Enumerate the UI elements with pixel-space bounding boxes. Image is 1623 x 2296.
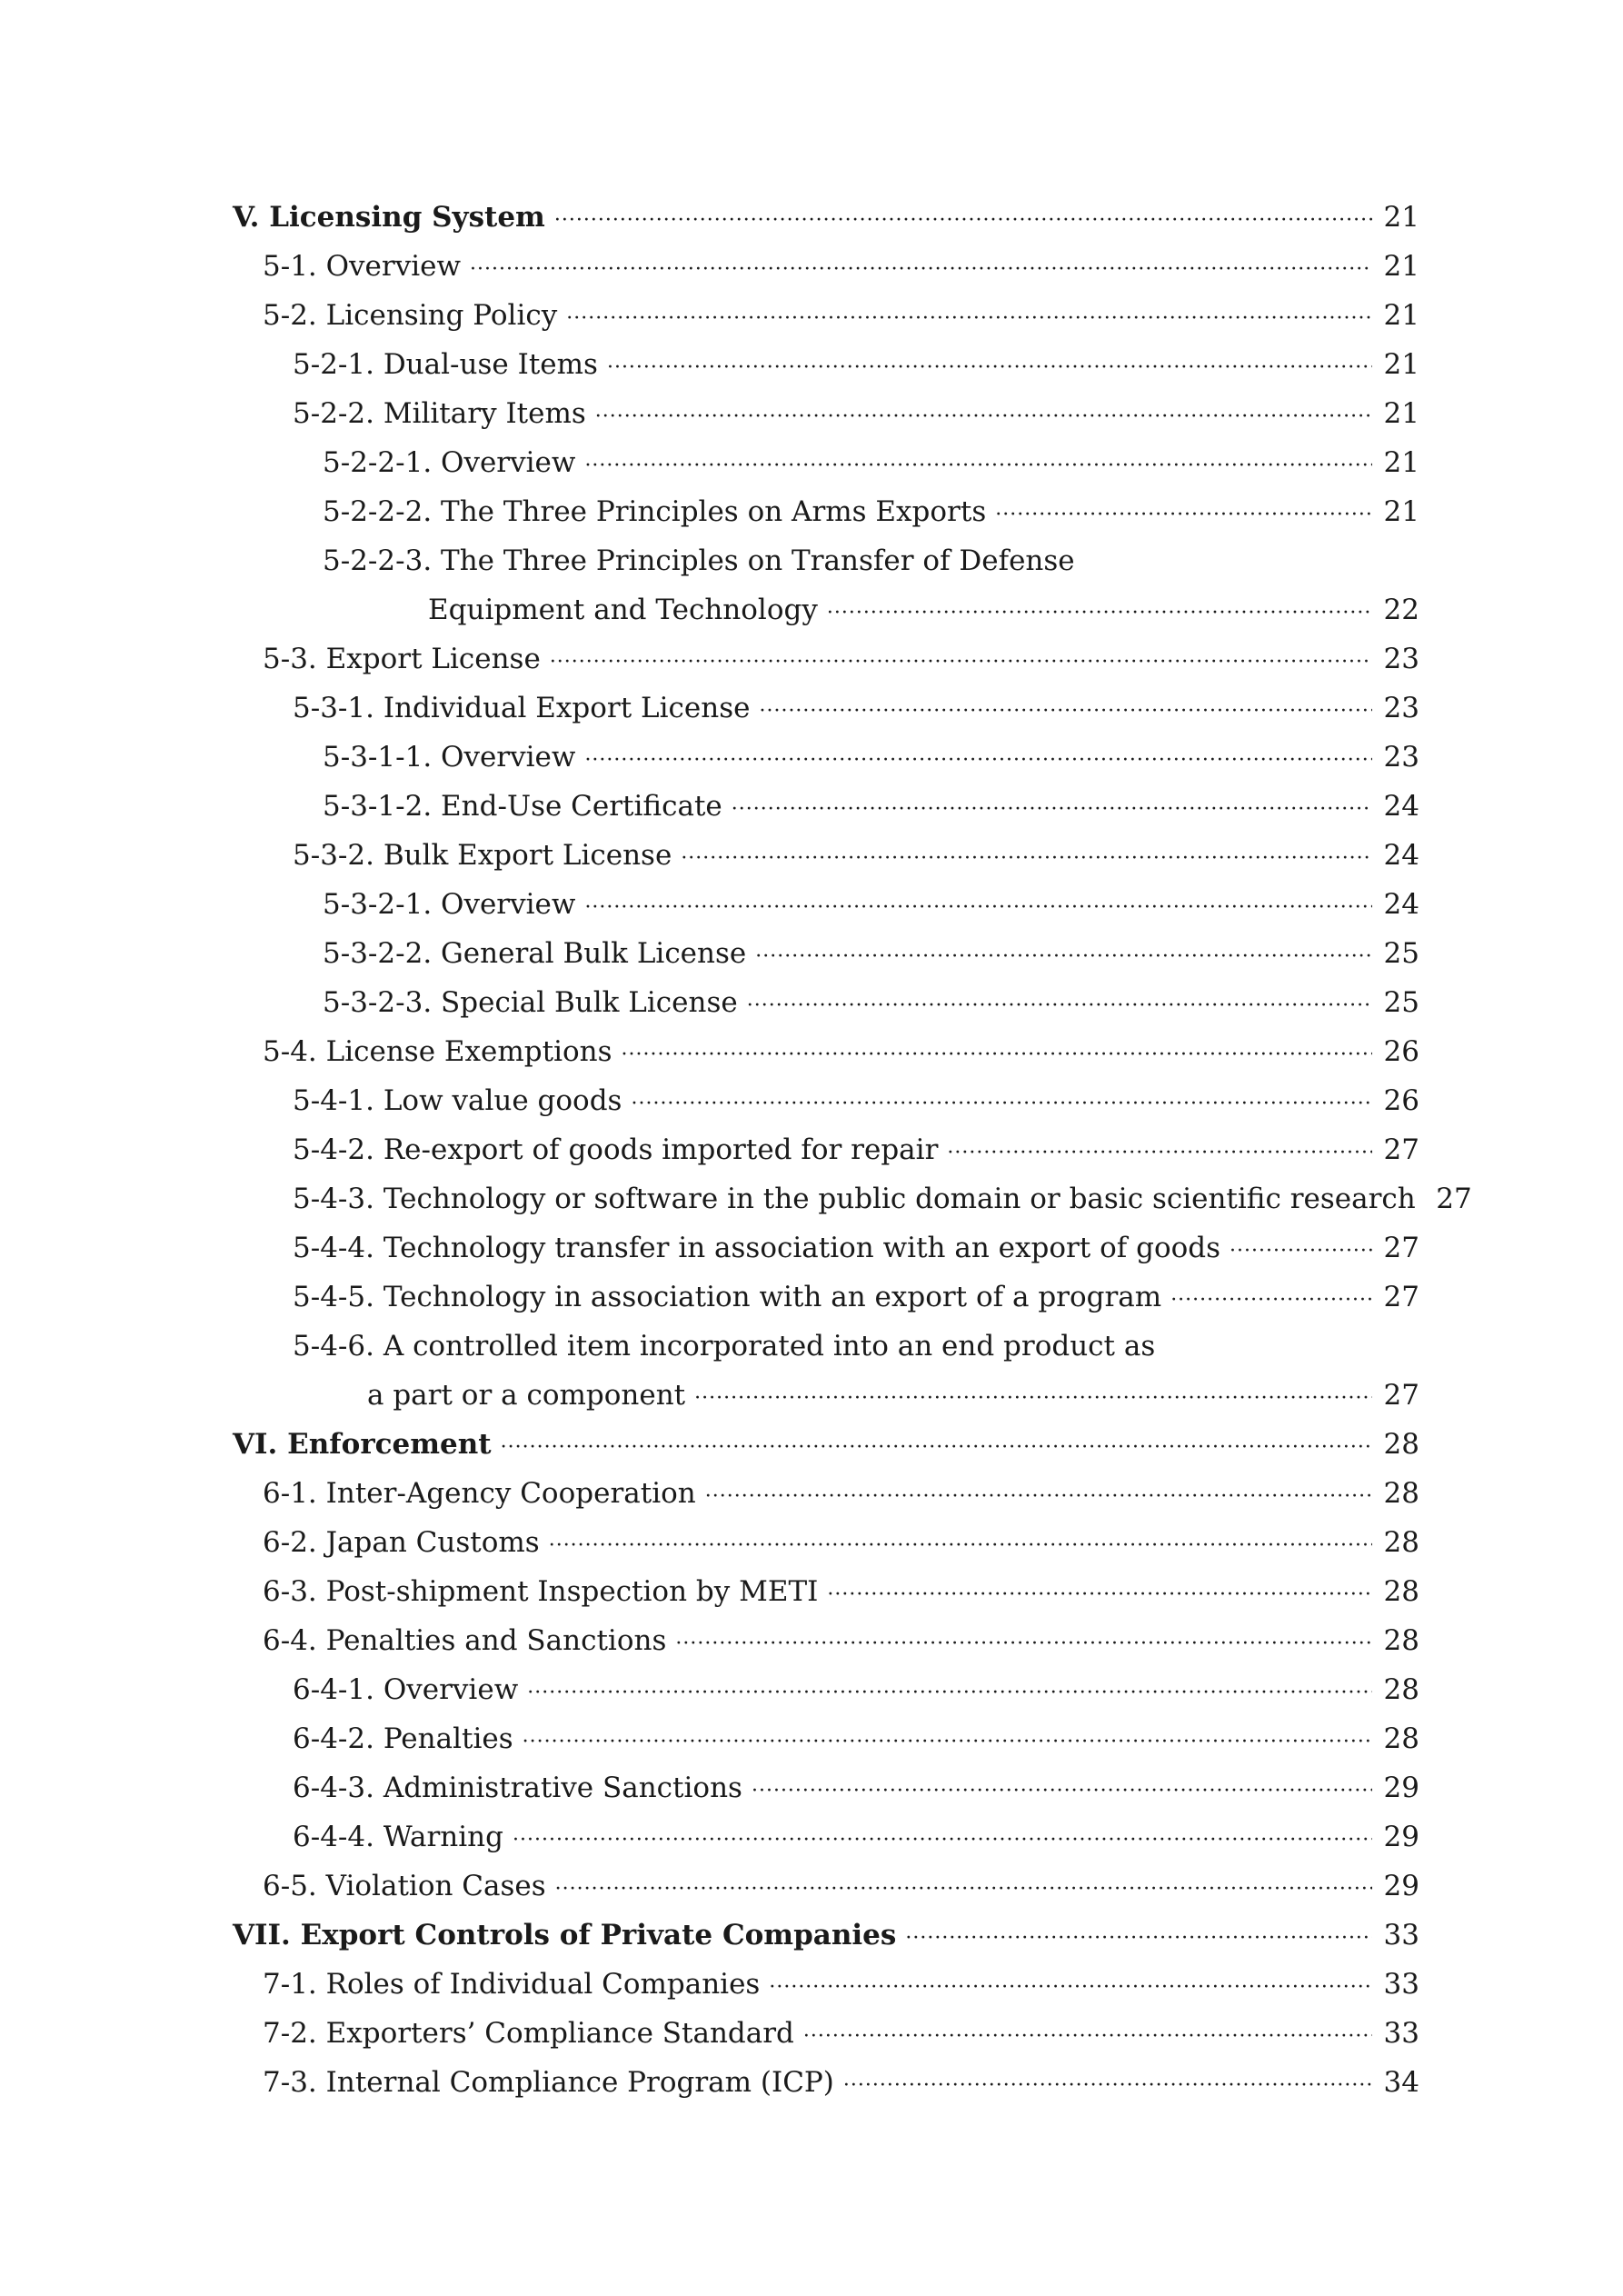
toc-entry[interactable]	[233, 1223, 1419, 1273]
toc-page-number: 21	[1383, 299, 1419, 332]
toc-page-number: 28	[1383, 1575, 1419, 1608]
dot-leader	[631, 1080, 1372, 1129]
toc-page-number: 27	[1383, 1133, 1419, 1166]
dot-leader	[584, 442, 1372, 491]
dot-leader	[681, 834, 1372, 883]
toc-entry-title: 6-2. Japan Customs	[263, 1526, 540, 1559]
toc-entry[interactable]	[233, 487, 1419, 536]
dot-leader	[803, 2012, 1372, 2061]
toc-entry-title: 6-5. Violation Cases	[263, 1870, 546, 1902]
toc-entry[interactable]	[233, 782, 1419, 831]
toc-entry-title: 5-3-1-1. Overview	[323, 741, 576, 774]
toc-entry[interactable]	[233, 634, 1419, 684]
toc-entry[interactable]	[233, 1960, 1419, 2009]
toc-entry[interactable]	[233, 880, 1419, 929]
toc-entry-title: 5-3. Export License	[263, 643, 541, 675]
toc-entry[interactable]	[233, 1027, 1419, 1076]
toc-entry[interactable]	[233, 831, 1419, 880]
dot-leader	[747, 982, 1372, 1031]
toc-entry-title: 5-2-2-1. Overview	[323, 446, 576, 479]
toc-entry-title: V. Licensing System	[233, 201, 545, 234]
toc-entry[interactable]	[233, 1812, 1419, 1862]
toc-entry-title: 5-3-2. Bulk Export License	[293, 839, 672, 872]
toc-page-number: 22	[1383, 594, 1419, 626]
toc-page-number: 28	[1383, 1526, 1419, 1559]
table-of-contents	[233, 193, 1472, 2107]
toc-entry[interactable]	[233, 733, 1419, 782]
toc-entry[interactable]	[233, 1125, 1419, 1174]
toc-page-number: 28	[1383, 1428, 1419, 1461]
toc-entry-title: 5-3-2-3. Special Bulk License	[323, 986, 738, 1019]
toc-page-number: 28	[1383, 1722, 1419, 1755]
toc-entry[interactable]	[233, 1371, 1419, 1420]
toc-page-number: 28	[1383, 1673, 1419, 1706]
dot-leader	[732, 785, 1372, 834]
toc-entry[interactable]	[233, 389, 1419, 438]
toc-entry[interactable]	[233, 1862, 1419, 1911]
toc-entry-title: a part or a component	[367, 1379, 686, 1412]
toc-entry-title: 5-1. Overview	[263, 250, 462, 283]
toc-page-number: 21	[1383, 348, 1419, 381]
toc-entry-title: 7-2. Exporters’ Compliance Standard	[263, 2017, 794, 2050]
toc-entry-title: 5-2-2-2. The Three Principles on Arms Exports	[323, 495, 987, 528]
dot-leader	[827, 1571, 1372, 1620]
toc-section-heading[interactable]	[233, 1911, 1419, 1960]
toc-entry-title: 5-4-6. A controlled item incorporated into an end product as	[293, 1330, 1156, 1363]
dot-leader	[694, 1374, 1372, 1423]
toc-page-number: 29	[1383, 1870, 1419, 1902]
toc-entry[interactable]	[233, 1518, 1419, 1567]
toc-page-number: 23	[1383, 692, 1419, 724]
toc-page-number: 24	[1383, 790, 1419, 823]
toc-page-number: 21	[1383, 446, 1419, 479]
toc-page-number: 33	[1383, 1919, 1419, 1952]
toc-page-number: 33	[1383, 2017, 1419, 2050]
toc-entry[interactable]	[233, 585, 1419, 634]
dot-leader	[759, 687, 1372, 736]
dot-leader	[513, 1816, 1372, 1865]
toc-entry[interactable]	[233, 2058, 1419, 2107]
toc-entry-title: 6-4-2. Penalties	[293, 1722, 513, 1755]
dot-leader	[566, 294, 1372, 344]
dot-leader	[555, 1865, 1372, 1914]
dot-leader	[947, 1129, 1372, 1178]
toc-entry-title: Equipment and Technology	[428, 594, 818, 626]
toc-entry[interactable]	[233, 2009, 1419, 2058]
toc-page-number: 33	[1383, 1968, 1419, 2001]
dot-leader	[752, 1767, 1372, 1816]
toc-entry[interactable]	[233, 1616, 1419, 1665]
dot-leader	[550, 638, 1372, 687]
toc-entry-title: 5-3-1-2. End-Use Certificate	[323, 790, 722, 823]
toc-entry-title: 5-3-2-1. Overview	[323, 888, 576, 921]
toc-entry-title: 6-4. Penalties and Sanctions	[263, 1624, 667, 1657]
toc-entry-title: 7-1. Roles of Individual Companies	[263, 1968, 761, 2001]
dot-leader	[607, 344, 1372, 393]
toc-section-heading[interactable]	[233, 193, 1419, 242]
toc-page-number: 29	[1383, 1772, 1419, 1804]
dot-leader	[527, 1669, 1372, 1718]
toc-entry-title: 6-4-1. Overview	[293, 1673, 519, 1706]
toc-entry[interactable]	[233, 1714, 1419, 1763]
toc-page-number: 27	[1436, 1183, 1472, 1215]
toc-section-heading[interactable]	[233, 1420, 1419, 1469]
toc-page-number: 26	[1383, 1084, 1419, 1117]
toc-entry-title: 6-4-4. Warning	[293, 1821, 503, 1853]
toc-page-number: 21	[1383, 397, 1419, 430]
dot-leader	[769, 1963, 1372, 2012]
toc-entry[interactable]	[233, 1076, 1419, 1125]
toc-page-number: 34	[1383, 2066, 1419, 2099]
toc-page-number: 24	[1383, 888, 1419, 921]
toc-entry-title: 5-2-2. Military Items	[293, 397, 586, 430]
dot-leader	[622, 1031, 1372, 1080]
toc-entry[interactable]	[233, 438, 1419, 487]
toc-entry-title: 5-4. License Exemptions	[263, 1035, 612, 1068]
toc-page-number: 27	[1383, 1232, 1419, 1264]
dot-leader	[584, 883, 1372, 933]
toc-page-number: 27	[1383, 1281, 1419, 1313]
dot-leader	[470, 245, 1372, 294]
toc-page-number: 23	[1383, 741, 1419, 774]
toc-page-number: 26	[1383, 1035, 1419, 1068]
toc-page-number: 21	[1383, 250, 1419, 283]
toc-entry-title: 5-2-1. Dual-use Items	[293, 348, 598, 381]
toc-page-number: 21	[1383, 495, 1419, 528]
dot-leader	[523, 1718, 1372, 1767]
dot-leader	[501, 1423, 1372, 1472]
toc-entry-title: 5-2. Licensing Policy	[263, 299, 558, 332]
dot-leader	[843, 2061, 1372, 2111]
toc-entry-title: VII. Export Controls of Private Companies	[233, 1919, 897, 1952]
toc-entry-title: 5-3-2-2. General Bulk License	[323, 937, 747, 970]
dot-leader	[595, 393, 1372, 442]
toc-entry-title: 5-4-5. Technology in association with an export of a program	[293, 1281, 1162, 1313]
toc-entry[interactable]	[233, 1469, 1419, 1518]
toc-entry-title: 7-3. Internal Compliance Program (ICP)	[263, 2066, 834, 2099]
toc-page-number: 28	[1383, 1624, 1419, 1657]
dot-leader	[827, 589, 1372, 638]
dot-leader	[584, 736, 1372, 785]
toc-entry-title: 5-4-3. Technology or software in the public domain or basic scientific research	[293, 1183, 1416, 1215]
toc-entry-title: 6-1. Inter-Agency Cooperation	[263, 1477, 696, 1510]
toc-entry[interactable]	[233, 1322, 1419, 1371]
toc-entry-title: 6-3. Post-shipment Inspection by METI	[263, 1575, 819, 1608]
toc-page-number: 21	[1383, 201, 1419, 234]
toc-entry[interactable]	[233, 242, 1419, 291]
dot-leader	[755, 933, 1372, 982]
toc-entry[interactable]	[233, 1763, 1419, 1812]
toc-entry[interactable]	[233, 340, 1419, 389]
toc-entry-title: 5-4-4. Technology transfer in association with an export of goods	[293, 1232, 1221, 1264]
toc-entry-title: 5-3-1. Individual Export License	[293, 692, 751, 724]
toc-entry-title: 5-4-1. Low value goods	[293, 1084, 622, 1117]
toc-entry-title: VI. Enforcement	[233, 1428, 492, 1461]
toc-entry-title: 5-4-2. Re-export of goods imported for repair	[293, 1133, 939, 1166]
toc-entry[interactable]	[233, 684, 1419, 733]
toc-entry[interactable]	[233, 1567, 1419, 1616]
toc-entry[interactable]	[233, 536, 1419, 585]
toc-entry[interactable]	[233, 1665, 1419, 1714]
toc-page-number: 29	[1383, 1821, 1419, 1853]
dot-leader	[705, 1472, 1372, 1522]
toc-entry[interactable]	[233, 978, 1419, 1027]
toc-entry-title: 6-4-3. Administrative Sanctions	[293, 1772, 742, 1804]
toc-entry[interactable]	[233, 1174, 1472, 1223]
dot-leader	[905, 1914, 1372, 1963]
dot-leader	[995, 491, 1372, 540]
toc-entry[interactable]	[233, 929, 1419, 978]
dot-leader	[549, 1522, 1372, 1571]
dot-leader	[554, 196, 1372, 245]
toc-entry[interactable]	[233, 291, 1419, 340]
toc-entry[interactable]	[233, 1273, 1419, 1322]
toc-page-number: 25	[1383, 986, 1419, 1019]
dot-leader	[1170, 1276, 1372, 1325]
dot-leader	[1230, 1227, 1372, 1276]
toc-page-number: 25	[1383, 937, 1419, 970]
toc-page-number: 24	[1383, 839, 1419, 872]
toc-page-number: 27	[1383, 1379, 1419, 1412]
dot-leader	[675, 1620, 1372, 1669]
toc-page-number: 28	[1383, 1477, 1419, 1510]
toc-entry-title: 5-2-2-3. The Three Principles on Transfer of Defense	[323, 544, 1075, 577]
toc-page-number: 23	[1383, 643, 1419, 675]
